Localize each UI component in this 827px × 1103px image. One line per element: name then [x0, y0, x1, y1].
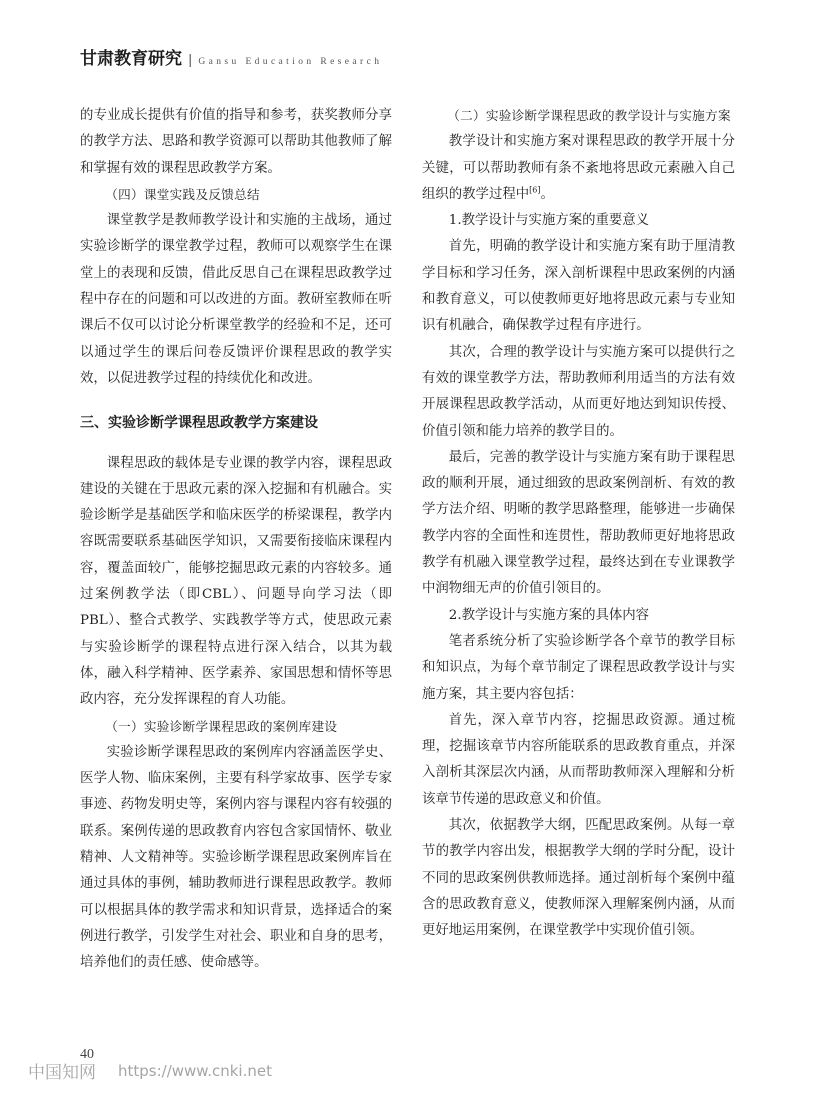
left-column [80, 103, 392, 977]
paragraph: 课堂教学是教师教学设计和实施的主战场，通过实验诊断学的课堂教学过程，教师可以观察学生在课堂上的表现和反馈，借此反思自己在课程思政教学过程中存在的问题和可以改进的方面。教研室教师在听课后不仅可以讨论分析课堂教学的经验和不足，还可以通过学生的课后问卷反馈评价课程思政的教学实效，以促进教学过程的持续优化和改进。 [80, 213, 392, 386]
journal-title-en: Gansu Education Research [198, 57, 383, 67]
paragraph-text: 教学设计和实施方案对课程思政的教学开展十分关键，可以帮助教师有条不紊地将思政元素融入自己组织的教学过程中 [422, 134, 735, 202]
subsection-heading: （四）课堂实践及反馈总结 [105, 186, 260, 202]
journal-title-cn: 甘肃教育研究 [80, 49, 182, 69]
watermark-logo: 中国知网 [28, 1063, 96, 1083]
paragraph: 课程思政的载体是专业课的教学内容，课程思政建设的关键在于思政元素的深入挖掘和有机融合。实验诊断学是基础医学和临床医学的桥梁课程，教学内容既需要联系基础医学知识，又需要衔接临床课程内容，覆盖面较广，能够挖掘思政元素的内容较多。通过案例教学法（即CBL）、问题导向学习法（即PBL）、整合式教学、实践教学等方式，使思政元素与实验诊断学的课程特点进行深入结合，以其为载体，融入科学精神、医学素养、家国思想和情怀等思政内容，充分发挥课程的育人功能。 [80, 455, 392, 708]
right-column [422, 103, 735, 945]
paragraph [422, 129, 735, 208]
numbered-heading: 2.教学设计与实施方案的具体内容 [448, 607, 650, 623]
citation-ref[interactable]: [6] [529, 185, 541, 195]
subsection-heading: （一）实验诊断学课程思政的案例库建设 [105, 718, 338, 734]
numbered-heading: 1.教学设计与实施方案的重要意义 [448, 213, 650, 229]
paragraph: 笔者系统分析了实验诊断学各个章节的教学目标和知识点，为每个章节制定了课程思政教学设计与实施方案，其主要内容包括： [422, 633, 735, 702]
paragraph: 实验诊断学课程思政的案例库内容涵盖医学史、医学人物、临床案例，主要有科学家故事、医学专家事迹、药物发明史等，案例内容与课程内容有较强的联系。案例传递的思政教育内容包含家国情怀、敬业精神、人文精神等。实验诊断学课程思政案例库旨在通过具体的事例，辅助教师进行课程思政教学。教师可以根据具体的教学需求和知识背景，选择适合的案例进行教学，引发学生对社会、职业和自身的思考，培养他们的责任感、使命感等。 [80, 744, 392, 971]
paragraph: 其次，依据教学大纲，匹配思政案例。从每一章节的教学内容出发，根据教学大纲的学时分配，设计不同的思政案例供教师选择。通过剖析每个案例中蕴含的思政教育意义，使教师深入理解案例内涵，从而更好地运用案例，在课堂教学中实现价值引领。 [422, 818, 735, 939]
paragraph-end: 。 [540, 186, 554, 202]
section-heading: 三、实验诊断学课程思政教学方案建设 [80, 415, 318, 432]
paragraph: 最后，完善的教学设计与实施方案有助于课程思政的顺利开展，通过细致的思政案例剖析、有效的教学方法介绍、明晰的教学思路整理，能够进一步确保教学内容的全面性和连贯性，帮助教师更好地将思政教学有机融入课堂教学过程，最终达到在专业课教学中润物细无声的价值引领目的。 [422, 449, 735, 597]
paragraph: 的专业成长提供有价值的指导和参考，获奖教师分享的教学方法、思路和教学资源可以帮助其他教师了解和掌握有效的课程思政教学方案。 [80, 108, 392, 176]
header-separator: | [188, 53, 193, 68]
subsection-heading: （二）实验诊断学课程思政的教学设计与实施方案 [447, 108, 731, 123]
page-number: 40 [80, 1047, 94, 1062]
watermark-url: https://www.cnki.net [118, 1061, 272, 1080]
watermark [28, 1058, 272, 1083]
running-header [80, 44, 383, 69]
paragraph: 首先，明确的教学设计和实施方案有助于厘清教学目标和学习任务，深入剖析课程中思政案例的内涵和教育意义，可以使教师更好地将思政元素与专业知识有机融合，确保教学过程有序进行。 [422, 239, 735, 334]
paragraph: 首先，深入章节内容，挖掘思政资源。通过梳理，挖掘该章节内容所能联系的思政教育重点，并深入剖析其深层次内涵，从而帮助教师深入理解和分析该章节传递的思政意义和价值。 [422, 712, 735, 807]
paragraph: 其次，合理的教学设计与实施方案可以提供行之有效的课堂教学方法，帮助教师利用适当的方法有效开展课程思政教学活动，从而更好地达到知识传授、价值引领和能力培养的教学目的。 [422, 344, 735, 439]
